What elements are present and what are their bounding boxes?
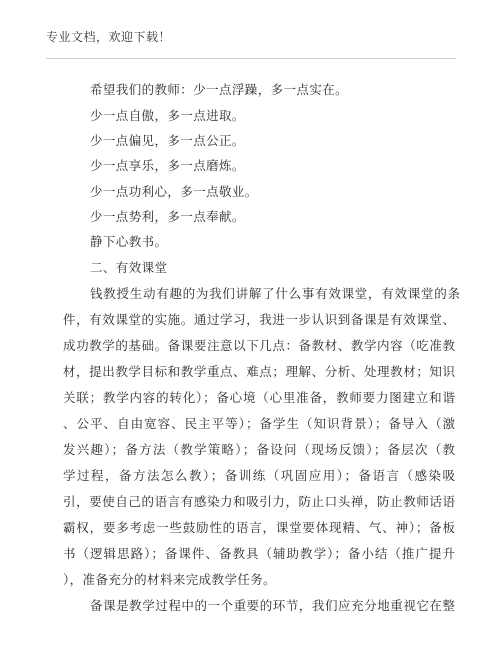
- page-header: 专业文档，欢迎下载！: [46, 30, 172, 44]
- paragraph-line: 备课是教学过程中的一个重要的环节，我们应充分地重视它在整: [90, 598, 455, 613]
- paragraph-line: 材，提出教学目标和教学重点、难点；理解、分析、处理教材；知识: [63, 364, 455, 379]
- paragraph-line: 少一点自傲，多一点进取。: [90, 108, 245, 123]
- paragraph-line: 少一点偏见，多一点公正。: [90, 133, 245, 148]
- paragraph-line: 静下心教书。: [90, 234, 168, 249]
- paragraph-line: 学过程，备方法怎么教）；备训练（巩固应用）；备语言（感染吸: [63, 468, 455, 483]
- paragraph-line: 发兴趣）；备方法（教学策略）；备设问（现场反馈）；备层次（教: [63, 442, 455, 457]
- paragraph-line: 件，有效课堂的实施。通过学习，我进一步认识到备课是有效课堂、: [63, 312, 455, 327]
- header-divider: [46, 58, 456, 59]
- paragraph-line: 钱教授生动有趣的为我们讲解了什么事有效课堂，有效课堂的条: [90, 286, 460, 301]
- paragraph-line: 、公平、自由宽容、民主平等）；备学生（知识背景）；备导入（激: [63, 416, 455, 431]
- paragraph-line: 少一点势利，多一点奉献。: [90, 209, 245, 224]
- paragraph-line: 少一点功利心，多一点敬业。: [90, 184, 258, 199]
- paragraph-line: 少一点享乐，多一点磨炼。: [90, 158, 245, 173]
- paragraph-line: 引，要使自己的语言有感染力和吸引力，防止口头禅，防止教师话语: [63, 494, 455, 509]
- paragraph-line: 成功教学的基础。备课要注意以下几点：备教材、教学内容（吃准教: [63, 338, 455, 353]
- paragraph-line: 希望我们的教师：少一点浮躁，多一点实在。: [90, 82, 349, 97]
- section-heading: 二、有效课堂: [90, 260, 168, 275]
- paragraph-line: 霸权，要多考虑一些鼓励性的语言，课堂要体现精、气、神）；备板: [63, 520, 455, 535]
- paragraph-line: 关联；教学内容的转化）；备心境（心里准备，教师要力图建立和谐: [63, 390, 455, 405]
- paragraph-line: ），准备充分的材料来完成教学任务。: [63, 572, 277, 587]
- paragraph-line: 书（逻辑思路）；备课件、备教具（辅助教学）；备小结（推广提升: [63, 546, 455, 561]
